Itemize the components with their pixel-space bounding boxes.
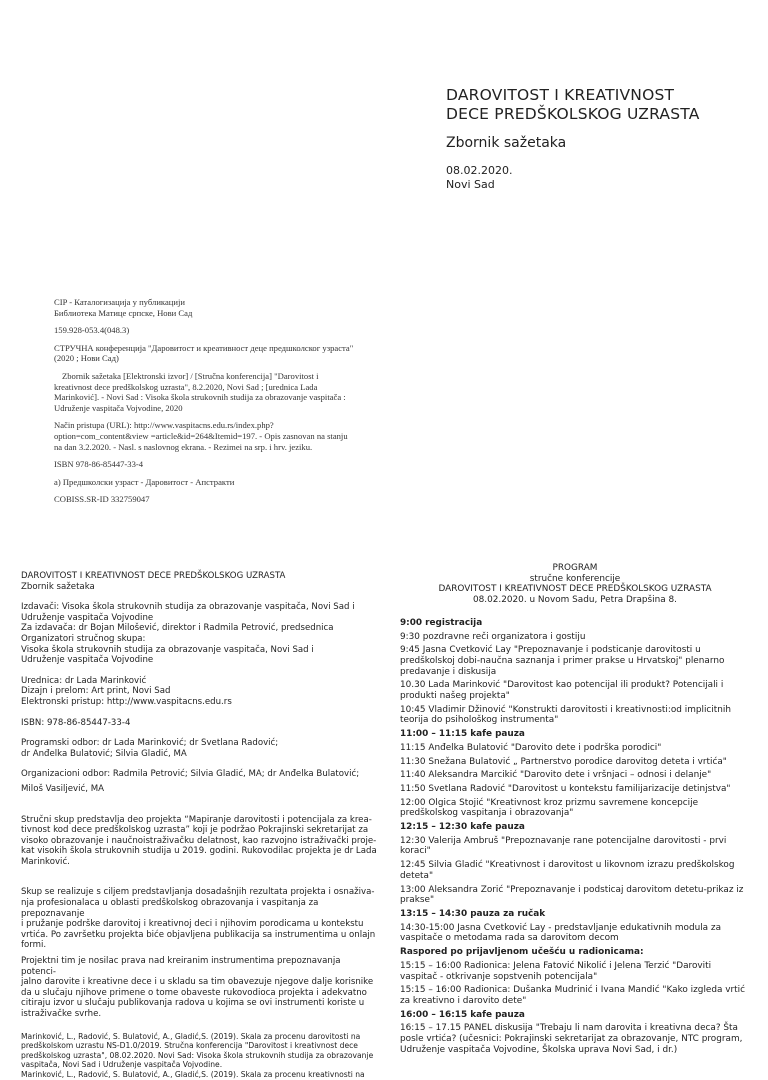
schedule-heading: 16:00 – 16:15 kafe pauza bbox=[400, 1009, 525, 1020]
cip-line: 159.928-053.4(048.3) bbox=[54, 325, 130, 336]
citation-line: predškolskog uzrasta", 08.02.2020. Novi Sad: Visoka škola strukovnih studija za obrazovanje bbox=[21, 1050, 374, 1060]
program-column bbox=[400, 563, 750, 1058]
isbn: ISBN: 978-86-85447-33-4 bbox=[21, 717, 131, 728]
cip-line: ISBN 978-86-85447-33-4 bbox=[54, 459, 144, 470]
paragraph-line: istraživačke svrhe. bbox=[21, 1009, 102, 1019]
schedule-item: 12:45 Silvia Gladić "Kreativnost i darovitost u likovnom izrazu predškolskog deteta" bbox=[400, 860, 735, 881]
schedule-item: 11:15 Anđelka Bulatović "Darovito dete i podrška porodici" bbox=[400, 742, 662, 753]
title-line: DAROVITOST I KREATIVNOST bbox=[446, 86, 675, 104]
paragraph-line: Stručni skup predstavlja deo projekta “Mapiranje darovitosti i potencijala za krea- bbox=[21, 814, 372, 825]
schedule-heading: 9:00 registracija bbox=[400, 617, 483, 628]
imprint-line: Dizajn i prelom: Art print, Novi Sad bbox=[21, 686, 171, 697]
imprint-line: Za izdavača: dr Bojan Milošević, direktor i Radmila Petrović, predsednica bbox=[21, 623, 334, 634]
schedule-item: 13:00 Aleksandra Zorić "Prepoznavanje i podsticaj darovitom detetu-prikaz iz prakse" bbox=[400, 884, 744, 906]
imprint-line: Udruženje vaspitača Vojvodine bbox=[21, 612, 154, 623]
imprint-subheading: Zbornik sažetaka bbox=[21, 581, 95, 592]
schedule-item: 10:45 Vladimir Džinović "Konstrukti darovitosti i kreativnosti:od implicitnih teorija do psihološkog instrumenta" bbox=[400, 704, 731, 726]
citation-line: Marinković, L., Radović, S. Bulatović, A., Gladić,S. (2019). Skala za procenu kreativnosti na bbox=[21, 1069, 365, 1079]
citation-line: vaspitača, Novi Sad i Udruženje vaspitača Vojvodine. bbox=[21, 1060, 223, 1070]
paragraph-line: vrtića. Po završetku projekta biće objavljena publikacija sa instrumentima u onlajn bbox=[21, 929, 376, 940]
schedule-item: 15:15 – 16:00 Radionica: Jelena Fatović Nikolić i Jelena Terzić "Daroviti vaspitač - otkrivanje sopstvenih potencijala" bbox=[400, 960, 712, 982]
cip-line: Библиотека Матице српске, Нови Сад bbox=[54, 307, 193, 318]
imprint-line: Urednica: dr Lada Marinković bbox=[21, 675, 147, 686]
title-line: DECE PREDŠKOLSKOG UZRASTA bbox=[446, 105, 700, 123]
schedule-item: 11:50 Svetlana Radović "Darovitost u kontekstu familijarizacije detinjstva" bbox=[400, 783, 731, 794]
citation bbox=[21, 1032, 377, 1080]
date: 08.02.2020. bbox=[446, 164, 513, 177]
paragraph-line: nja profesionalaca u oblasti predškolskog obrazovanja i vaspitanja za prepoznavanje bbox=[21, 898, 319, 919]
imprint-line: Izdavači: Visoka škola strukovnih studija za obrazovanje vaspitača, Novi Sad i bbox=[21, 602, 355, 613]
cip-record bbox=[54, 297, 354, 512]
imprint-line: Elektronski pristup: http://www.vaspitacns.edu.rs bbox=[21, 696, 232, 707]
schedule-heading: 11:00 – 11:15 kafe pauza bbox=[400, 729, 525, 740]
paragraph-line: Projektni tim je nosilac prava nad kreiranim instrumentima prepoznavanja potenci- bbox=[21, 956, 341, 977]
schedule-item: 15:15 – 16:00 Radionica: Dušanka Mudrinić i Ivana Mandić "Kako izgleda vrtić za kreativno i darovito dete" bbox=[400, 985, 745, 1006]
imprint-line: Organizatori stručnog skupa: bbox=[21, 633, 146, 644]
paragraph-line: jalno darovite i kreativne dece i u skladu sa tim obavezuje njegove dalje korisnike bbox=[21, 977, 374, 988]
cip-line: СТРУЧНА конференција "Даровитост и креативност деце предшколског узраста" (2020 ; Нови Сад) bbox=[54, 342, 354, 364]
schedule-item: 9:45 Jasna Cvetković Lay "Prepoznavanje i podsticanje darovitosti u predškolskoj dobi-naučna saznanja i primer prakse u Hrvatskoj" plenarno predavanje i diskusija bbox=[400, 645, 725, 677]
schedule-item: 9:30 pozdravne reči organizatora i gostiju bbox=[400, 631, 586, 642]
schedule-heading: 13:15 – 14:30 pauza za ručak bbox=[400, 908, 546, 919]
schedule-item: 14:30-15:00 Jasna Cvetković Lay - predstavljanje edukativnih modula za vaspitače o metodama rada sa darovitom decom bbox=[400, 922, 722, 944]
paragraph-line: tivnost kod dece predškolskog uzrasta” koji je podržao Pokrajinski sekretarijat za bbox=[21, 825, 369, 836]
program-subheading: stručne konferencije bbox=[529, 573, 621, 584]
document-subtitle: Zbornik sažetaka bbox=[446, 135, 567, 151]
paragraph-line: da u slučaju njihove primene o tome obaveste rukovodioca projekta i adekvatno bbox=[21, 987, 367, 998]
cip-line: COBISS.SR-ID 332759047 bbox=[54, 494, 150, 505]
schedule-heading: Raspored po prijavljenom učešću u radionicama: bbox=[400, 947, 644, 958]
cip-line: Način pristupa (URL): http://www.vaspitacns.edu.rs/index.php?option=com_content&view =article&id=264&Itemid=197. - Opis zasnovan na stanju na dan 3.2.2020. - Nasl. s naslovnog ekrana. - Rezimei na srp. i hrv. jeziku. bbox=[54, 420, 348, 452]
imprint-heading: DAROVITOST I KREATIVNOST DECE PREDŠKOLSKOG UZRASTA bbox=[21, 571, 286, 581]
schedule-item: 16:15 – 17.15 PANEL diskusija "Trebaju li nam darovita i kreativna deca? Šta posle vrtića? (učesnici: Pokrajinski sekretarijat za obrazovanje, NTC program, Udruženje vaspitača Vojvodine, Školska uprava Novi Sad, i dr.) bbox=[400, 1023, 743, 1055]
paragraph-line: kat visokih škola strukovnih studija u 2019. godini. Rukovodilac projekta je dr Lada bbox=[21, 846, 377, 857]
schedule-heading: 12:15 – 12:30 kafe pauza bbox=[400, 822, 525, 833]
paragraph-line: visoko obrazovanje i naučnoistraživačku delatnost, kao razvojno istraživački proje- bbox=[21, 835, 377, 846]
document-title bbox=[446, 86, 700, 124]
paragraph-line: citiraju izvor u slučaju publikovanja radova u kojima se ovi instrumenti koriste u bbox=[21, 998, 365, 1009]
paragraph-line: Marinković. bbox=[21, 856, 70, 867]
schedule-item: 12:00 Olgica Stojić "Kreativnost kroz prizmu savremene koncepcije predškolskog vaspitanja i obrazovanja" bbox=[400, 797, 699, 819]
program-title: DAROVITOST I KREATIVNOST DECE PREDŠKOLSKOG UZRASTA bbox=[438, 584, 712, 595]
cip-line: CIP - Каталогизација у публикацији bbox=[54, 297, 185, 307]
program-schedule bbox=[400, 618, 750, 1056]
paragraph-line: i pružanje podrške darovitoj i kreativnoj deci i njihovim porodicama u kontekstu bbox=[21, 919, 364, 930]
imprint-line: Visoka škola strukovnih studija za obrazovanje vaspitača, Novi Sad i bbox=[21, 644, 314, 655]
citation-line: predškolskom uzrastu NS-D1.0/2019. Stručna konferencija "Darovitost i kreativnost dece bbox=[21, 1041, 358, 1051]
imprint-line: Miloš Vasiljević, MA bbox=[21, 783, 105, 794]
schedule-item: 10.30 Lada Marinković "Darovitost kao potencijal ili produkt? Potencijali i produkti našeg projekta" bbox=[400, 680, 724, 702]
cip-line: a) Предшколски узраст - Даровитост - Апстракти bbox=[54, 476, 235, 487]
citation-line: Marinković, L., Radović, S. Bulatović, A., Gladić,S. (2019). Skala za procenu darovitosti na bbox=[21, 1031, 361, 1041]
imprint-column bbox=[21, 571, 377, 1080]
paragraph-line: formi. bbox=[21, 940, 47, 951]
schedule-item: 12:30 Valerija Ambruš "Prepoznavanje rane potencijalne darovitosti - prvi koraci" bbox=[400, 835, 727, 857]
place: Novi Sad bbox=[446, 178, 495, 191]
paragraph-line: Skup se realizuje s ciljem predstavljanja dosadašnjih rezultata projekta i osnaživa- bbox=[21, 887, 375, 898]
cip-line: Zbornik sažetaka [Elektronski izvor] / [Stručna konferencija] "Darovitost i kreativnost dece predškolskog uzrasta", 8.2.2020, Novi Sad ; [urednica Lada Marinković]. - Novi Sad : Visoka škola strukovnih studija za obrazovanje vaspitača : Udruženje vaspitača Vojvodine, 2020 bbox=[54, 370, 346, 413]
schedule-item: 11:30 Snežana Bulatović „ Partnerstvo porodice darovitog deteta i vrtića" bbox=[400, 756, 727, 767]
imprint-line: Programski odbor: dr Lada Marinković; dr Svetlana Radović; bbox=[21, 738, 279, 749]
imprint-line: Udruženje vaspitača Vojvodine bbox=[21, 655, 154, 666]
imprint-line: Organizacioni odbor: Radmila Petrović; Silvia Gladić, MA; dr Anđelka Bulatović; bbox=[21, 769, 360, 780]
schedule-item: 11:40 Aleksandra Marcikić "Darovito dete i vršnjaci – odnosi i delanje" bbox=[400, 770, 712, 781]
program-heading: PROGRAM bbox=[552, 563, 598, 573]
date-place bbox=[446, 164, 512, 192]
program-date-venue: 08.02.2020. u Novom Sadu, Petra Drapšina 8. bbox=[473, 595, 677, 606]
imprint-line: dr Anđelka Bulatović; Silvia Gladić, MA bbox=[21, 748, 187, 759]
